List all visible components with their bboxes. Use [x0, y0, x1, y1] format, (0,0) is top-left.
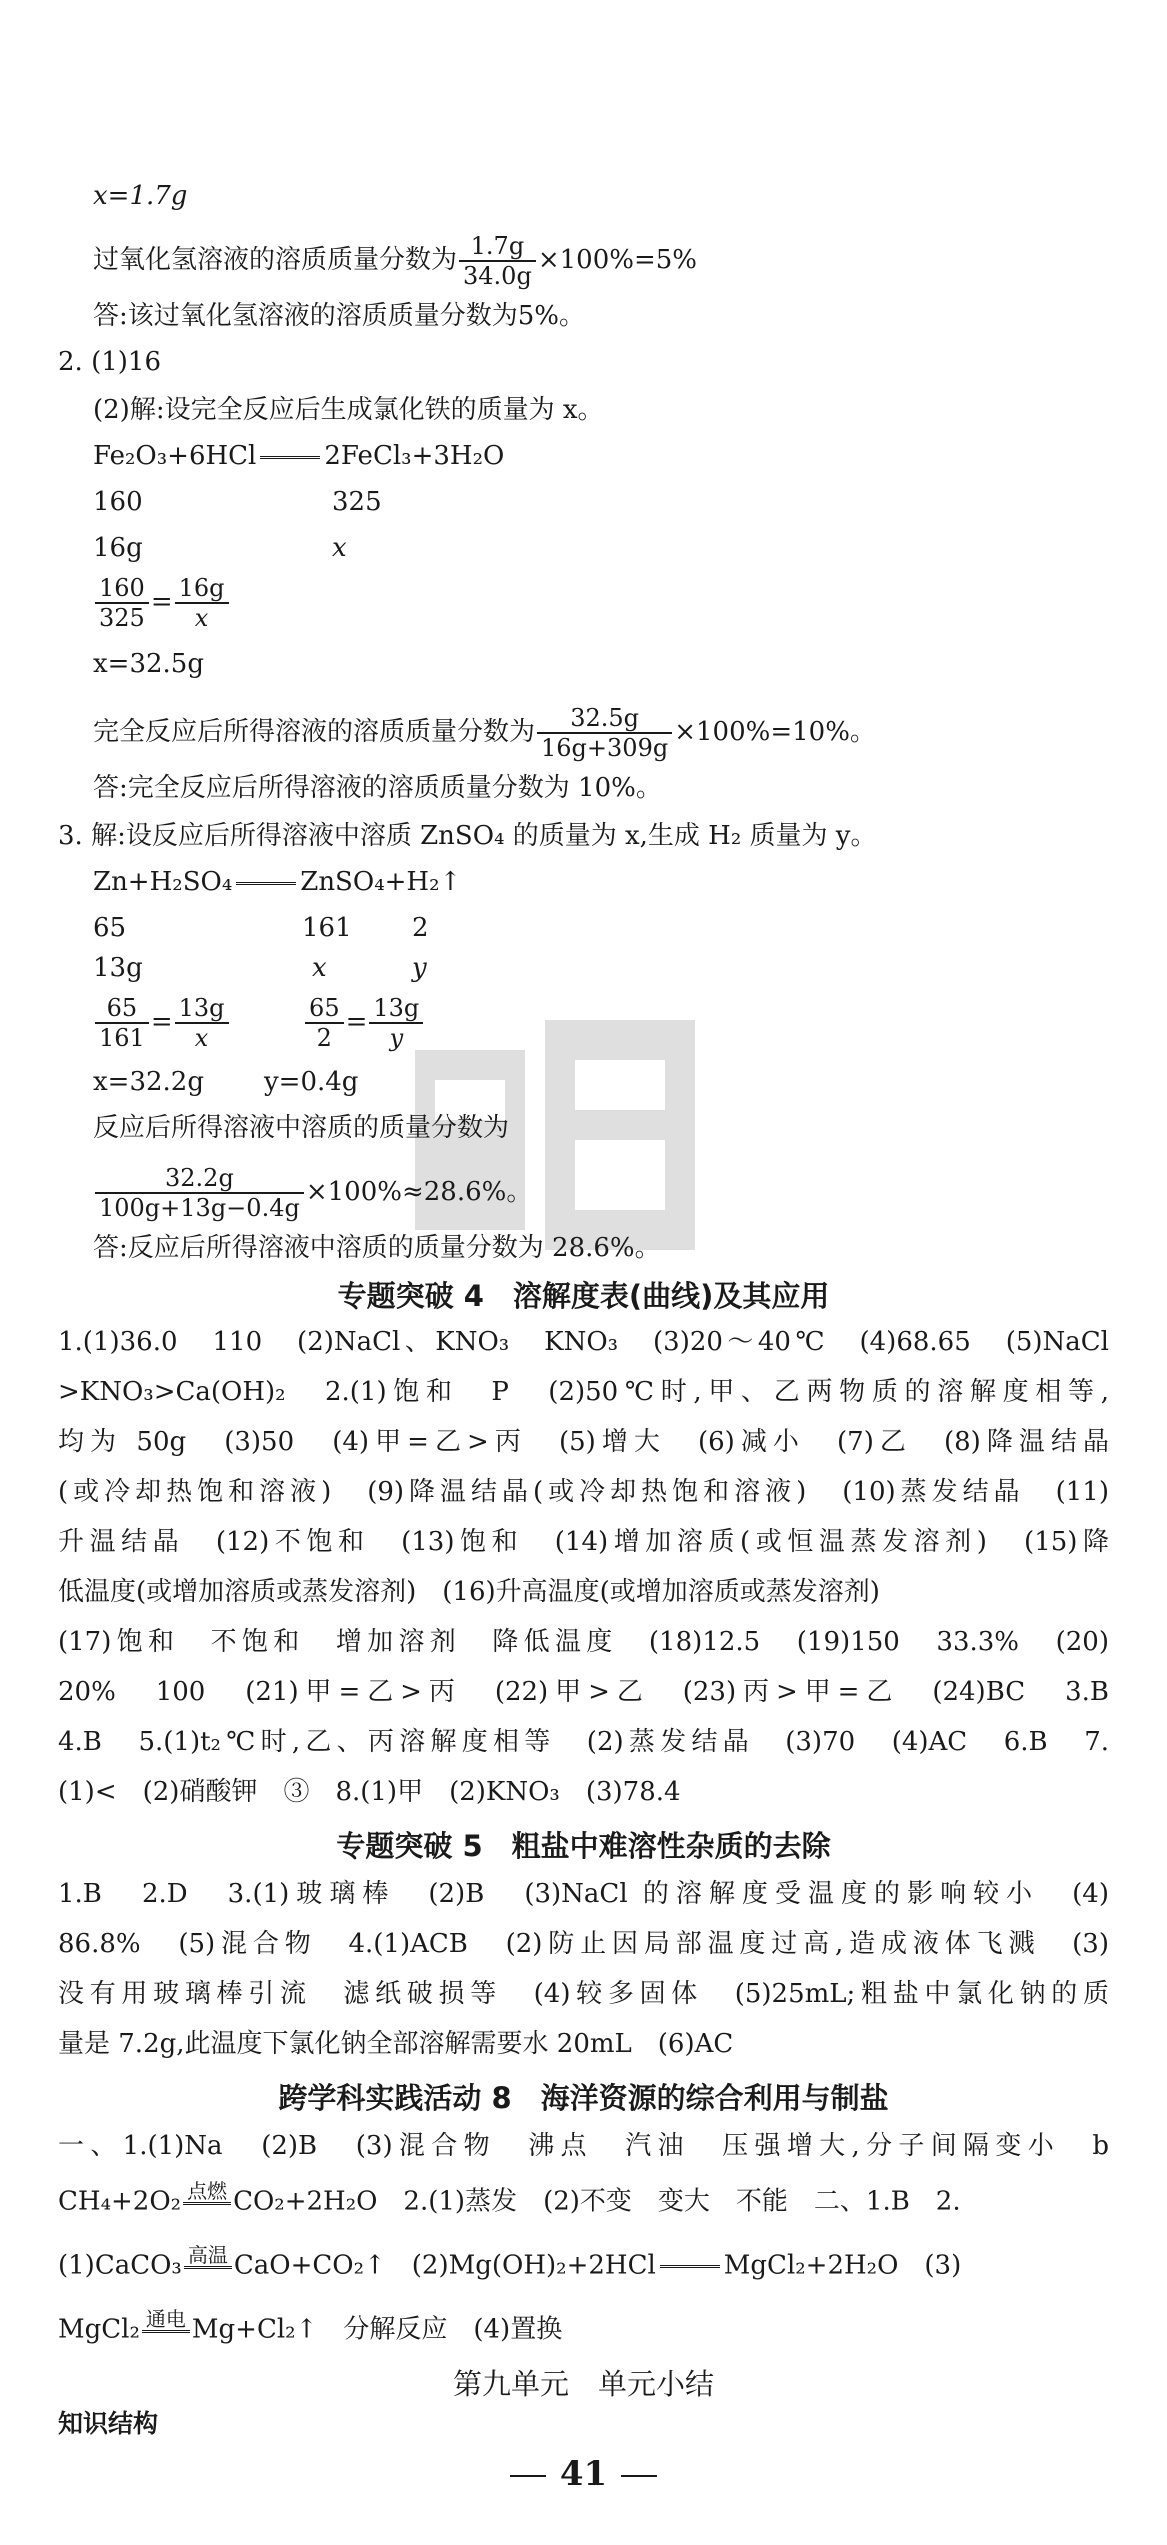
q3-molar-a: 65 — [93, 913, 127, 943]
s8-line-3: (1)CaCO₃ 高温 CaO+CO₂↑ (2)Mg(OH)₂+2HCl MgCl₂+2H₂O (3) — [58, 2244, 961, 2289]
q2-part1: 2. (1)16 — [58, 347, 161, 377]
q3-intro: 3. 解:设反应后所得溶液中溶质 ZnSO₄ 的质量为 x,生成 H₂ 质量为 y。 — [58, 821, 877, 851]
reaction-condition: 通电 — [142, 2308, 190, 2353]
q2-percentage: 完全反应后所得溶液的溶质质量分数为 $\frac{32.5g}{16g+309g}$ ×100%=10%。 — [93, 704, 876, 762]
q3-mass-c: y — [412, 953, 427, 983]
fraction: $\frac{160}{325}$ — [95, 574, 149, 632]
line-x-value: x=1.7g — [93, 181, 188, 211]
s4-line: 20% 100 (21)甲=乙>丙 (22)甲>乙 (23)丙>甲=乙 (24)BC 3.B — [58, 1677, 1109, 1707]
q3-proportion: $\frac{65}{161}$ = $\frac{13g}{x}$ $\frac{65}{2}$ = $\frac{13g}{y}$ — [93, 994, 425, 1052]
fraction: $\frac{13g}{x}$ — [175, 994, 229, 1052]
s8-line-4: MgCl₂ 通电 Mg+Cl₂↑ 分解反应 (4)置换 — [58, 2308, 562, 2353]
s4-line: >KNO₃>Ca(OH)₂ 2.(1)饱和 P (2)50℃时,甲、乙两物质的溶解度相等, — [58, 1377, 1109, 1407]
q2-mass-row: 16g — [93, 533, 143, 563]
q3-mass-b: x — [312, 953, 327, 983]
section-title-4: 专题突破 4 溶解度表(曲线)及其应用 — [337, 1279, 830, 1313]
fraction: $\frac{32.2g}{100g+13g-0.4g}$ — [95, 1164, 304, 1222]
knowledge-structure-heading: 知识结构 — [58, 2409, 159, 2438]
q2-equation: Fe₂O₃+6HCl 2FeCl₃+3H₂O — [93, 441, 505, 471]
unit-summary-title: 第九单元 单元小结 — [452, 2367, 714, 2401]
q2-mass-row-b: x — [332, 533, 347, 563]
s5-line: 1.B 2.D 3.(1)玻璃棒 (2)B (3)NaCl 的溶解度受温度的影响较小 (4) — [58, 1879, 1109, 1909]
fraction: $\frac{1.7g}{34.0g}$ — [459, 232, 536, 290]
q2-molar-row: 160 — [93, 487, 143, 517]
q3-molar-b: 161 — [302, 913, 352, 943]
s4-line: 升温结晶 (12)不饱和 (13)饱和 (14)增加溶质(或恒温蒸发溶剂) (15)降 — [58, 1527, 1109, 1557]
fraction: $\frac{16g}{x}$ — [175, 574, 229, 632]
answer-line: 答:该过氧化氢溶液的溶质质量分数为5%。 — [93, 301, 586, 331]
s4-line: (或冷却热饱和溶液) (9)降温结晶(或冷却热饱和溶液) (10)蒸发结晶 (11) — [58, 1477, 1109, 1507]
reaction-condition: 高温 — [184, 2244, 232, 2289]
q3-mass-a: 13g — [93, 953, 143, 983]
fraction: $\frac{13g}{y}$ — [369, 994, 423, 1052]
s8-line-2: CH₄+2O₂ 点燃 CO₂+2H₂O 2.(1)蒸发 (2)不变 变大 不能 二、1.B 2. — [58, 2180, 961, 2225]
s5-line: 86.8% (5)混合物 4.(1)ACB (2)防止因局部温度过高,造成液体飞溅 (3) — [58, 1929, 1109, 1959]
q3-xy-values: x=32.2g y=0.4g — [93, 1067, 359, 1097]
fraction: $\frac{65}{2}$ — [305, 994, 344, 1052]
s4-line: 4.B 5.(1)t₂℃时,乙、丙溶解度相等 (2)蒸发结晶 (3)70 (4)AC 6.B 7. — [58, 1727, 1109, 1757]
q3-answer: 答:反应后所得溶液中溶质的质量分数为 28.6%。 — [93, 1233, 661, 1263]
s4-line: (1)< (2)硝酸钾 ③ 8.(1)甲 (2)KNO₃ (3)78.4 — [58, 1777, 681, 1807]
equation-sign — [236, 882, 296, 885]
dash-left — [510, 2475, 546, 2477]
q3-pct-label: 反应后所得溶液中溶质的质量分数为 — [93, 1113, 510, 1143]
q3-equation: Zn+H₂SO₄ ZnSO₄+H₂↑ — [93, 867, 462, 897]
s5-line: 没有用玻璃棒引流 滤纸破损等 (4)较多固体 (5)25mL;粗盐中氯化钠的质 — [58, 1979, 1109, 2009]
s4-line: 1.(1)36.0 110 (2)NaCl、KNO₃ KNO₃ (3)20～40℃ (4)68.65 (5)NaCl — [58, 1327, 1109, 1357]
line-percentage: 过氧化氢溶液的溶质质量分数为 $\frac{1.7g}{34.0g}$ ×100%=5% — [93, 232, 697, 290]
section-title-5: 专题突破 5 粗盐中难溶性杂质的去除 — [336, 1829, 831, 1863]
s4-line: 均为 50g (3)50 (4)甲=乙>丙 (5)增大 (6)减小 (7)乙 (8)降温结晶 — [58, 1427, 1109, 1457]
equation-sign — [660, 2265, 720, 2268]
q3-molar-c: 2 — [412, 913, 429, 943]
s4-line: 低温度(或增加溶质或蒸发溶剂) (16)升高温度(或增加溶质或蒸发溶剂) — [58, 1577, 880, 1607]
page-number: 41 — [0, 2452, 1167, 2496]
s8-line-1: 一、1.(1)Na (2)B (3)混合物 沸点 汽油 压强增大,分子间隔变小 b — [58, 2131, 1109, 2161]
equation-sign — [260, 456, 320, 459]
fraction: $\frac{32.5g}{16g+309g}$ — [537, 704, 672, 762]
reaction-condition: 点燃 — [183, 2180, 231, 2225]
q3-percentage: $\frac{32.2g}{100g+13g-0.4g}$ ×100%≈28.6%。 — [93, 1164, 532, 1222]
q2-proportion: $\frac{160}{325}$ = $\frac{16g}{x}$ — [93, 574, 231, 632]
q2-x-value: x=32.5g — [93, 649, 204, 679]
s4-line: (17)饱和 不饱和 增加溶剂 降低温度 (18)12.5 (19)150 33.3% (20) — [58, 1627, 1109, 1657]
q2-molar-row-b: 325 — [332, 487, 382, 517]
q2-part2: (2)解:设完全反应后生成氯化铁的质量为 x。 — [93, 395, 604, 425]
section-title-8: 跨学科实践活动 8 海洋资源的综合利用与制盐 — [278, 2081, 889, 2115]
q2-answer: 答:完全反应后所得溶液的溶质质量分数为 10%。 — [93, 773, 662, 803]
fraction: $\frac{65}{161}$ — [95, 994, 149, 1052]
dash-right — [621, 2475, 657, 2477]
s5-line: 量是 7.2g,此温度下氯化钠全部溶解需要水 20mL (6)AC — [58, 2029, 734, 2059]
